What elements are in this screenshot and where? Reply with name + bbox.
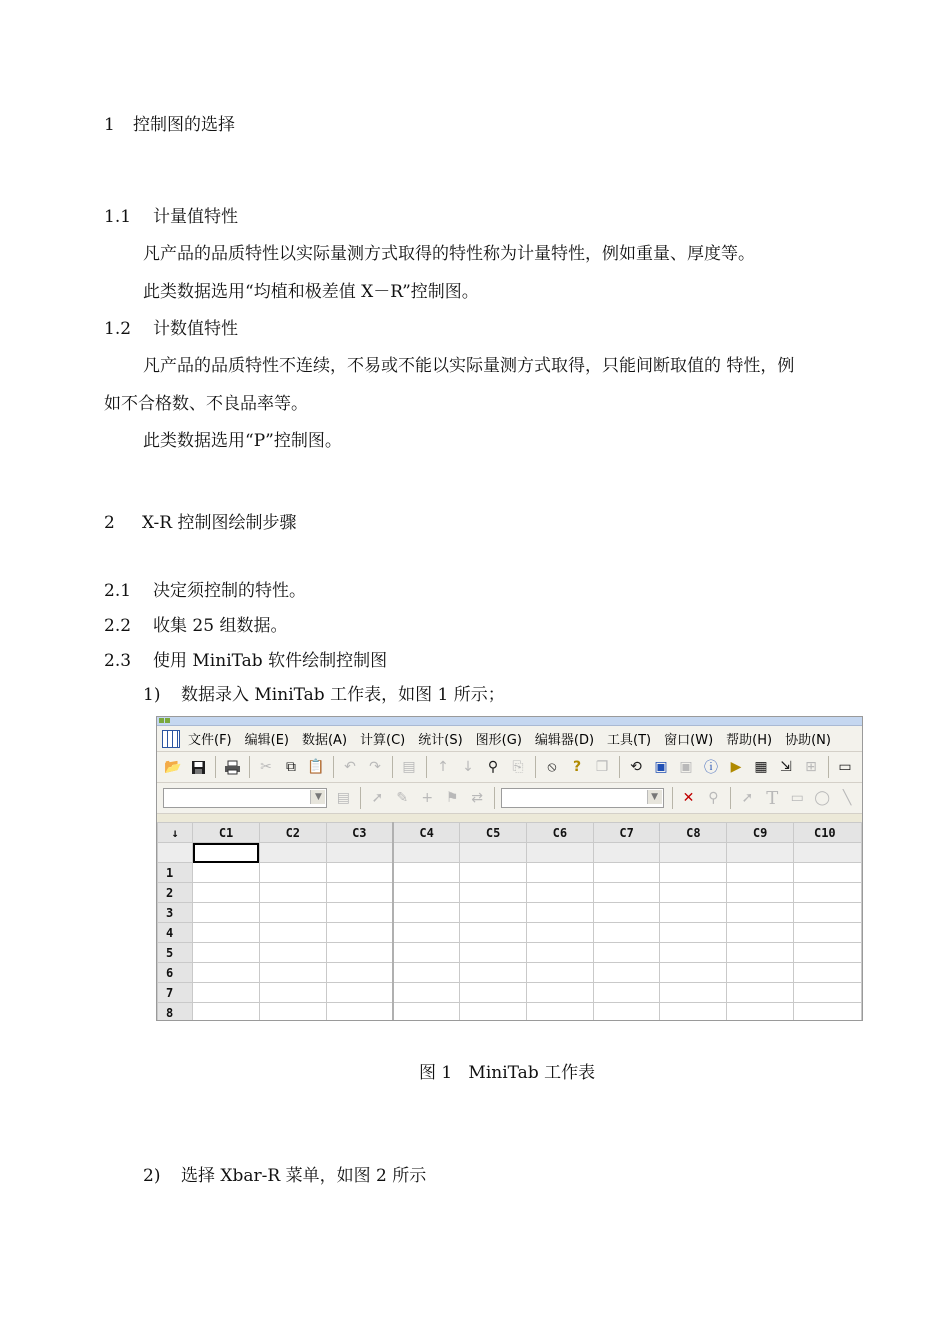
toolbar-separator [333, 756, 334, 778]
menu-help[interactable]: 帮助(H) [726, 733, 773, 748]
step-number: 2.3 [104, 651, 132, 671]
cell[interactable] [460, 923, 527, 943]
cell[interactable] [326, 983, 393, 1003]
row-header[interactable]: 5 [158, 943, 193, 963]
cell[interactable] [727, 883, 794, 903]
cell[interactable] [460, 863, 527, 883]
column-header[interactable]: C10 [793, 823, 861, 843]
cell[interactable] [660, 923, 727, 943]
cell[interactable] [526, 963, 593, 983]
row-header[interactable]: 7 [158, 983, 193, 1003]
toolbar-separator [426, 756, 427, 778]
cell[interactable] [727, 963, 794, 983]
project-manager-icon[interactable]: ▭ [838, 759, 852, 775]
paste-icon[interactable]: 📋 [307, 759, 325, 775]
cell[interactable] [393, 983, 460, 1003]
cell[interactable] [727, 863, 794, 883]
copy-icon[interactable]: ⧉ [286, 759, 296, 775]
substep-text: 选择 Xbar-R 菜单，如图 2 所示 [181, 1166, 427, 1186]
cell[interactable] [727, 983, 794, 1003]
cell[interactable] [259, 863, 326, 883]
chevron-down-icon: ▼ [310, 790, 325, 804]
window-gray-icon[interactable]: ▣ [679, 759, 693, 775]
cell[interactable] [793, 983, 861, 1003]
column-header[interactable]: C9 [727, 823, 794, 843]
binoculars-icon[interactable]: ⚲ [487, 759, 499, 775]
select-arrow-icon[interactable]: ➚ [741, 790, 754, 806]
toolbar-separator [215, 756, 216, 778]
substep-number: 2) [143, 1166, 161, 1186]
save-icon[interactable] [188, 757, 208, 777]
column-selector-dropdown[interactable] [163, 788, 327, 808]
substep-2 [143, 1165, 426, 1187]
chevron-down-icon: ▼ [647, 790, 662, 804]
cell[interactable] [193, 1003, 260, 1022]
brush-icon[interactable]: ✎ [396, 790, 409, 806]
cancel-icon[interactable]: ⦸ [547, 759, 557, 775]
cell[interactable] [326, 863, 393, 883]
toolbar-separator [249, 756, 250, 778]
heading-text: 控制图的选择 [133, 115, 235, 135]
cell[interactable] [727, 923, 794, 943]
paragraph-4: 此类数据选用“P”控制图。 [143, 431, 342, 451]
secondary-toolbar [157, 783, 862, 814]
toolbar-separator [672, 787, 673, 809]
column-header[interactable]: C1 [193, 823, 260, 843]
cell[interactable] [593, 983, 660, 1003]
cell[interactable] [460, 903, 527, 923]
step-text: 收集 25 组数据。 [153, 616, 288, 636]
column-name-cell[interactable] [326, 843, 393, 863]
cell[interactable] [526, 923, 593, 943]
heading-number: 1 [104, 115, 115, 135]
table-row [158, 883, 862, 903]
menu-edit[interactable]: 编辑(E) [244, 733, 289, 748]
cell[interactable] [326, 943, 393, 963]
cut-icon[interactable]: ✂ [260, 759, 272, 775]
paragraph-1: 凡产品的品质特性以实际量测方式取得的特性称为计量特性，例如重量、厚度等。 [143, 244, 755, 264]
step-number: 2.2 [104, 616, 132, 636]
cell[interactable] [593, 903, 660, 923]
cell[interactable] [593, 963, 660, 983]
flag-icon[interactable]: ⚑ [445, 790, 459, 806]
table-row [158, 963, 862, 983]
report-icon[interactable]: ▦ [754, 759, 768, 775]
cell[interactable] [460, 1003, 527, 1022]
cell[interactable] [193, 923, 260, 943]
row-header[interactable]: 1 [158, 863, 193, 883]
replace-icon[interactable]: ⎘ [512, 759, 524, 775]
print-icon[interactable] [222, 757, 242, 777]
column-header[interactable]: C3 [326, 823, 393, 843]
table-row [158, 983, 862, 1003]
cell[interactable] [793, 1003, 861, 1022]
cell[interactable] [326, 963, 393, 983]
cell[interactable] [660, 943, 727, 963]
menu-tools[interactable]: 工具(T) [607, 733, 652, 748]
paragraph-3-line-1: 凡产品的品质特性不连续，不易或不能以实际量测方式取得，只能间断取值的 特性，例 [143, 356, 795, 376]
cell[interactable] [660, 963, 727, 983]
cell[interactable] [193, 983, 260, 1003]
step-2-1 [104, 580, 306, 602]
row-header [158, 843, 193, 863]
cell[interactable] [193, 903, 260, 923]
worksheet-grid [157, 822, 862, 1021]
paragraph-3-line-2: 如不合格数、不良品率等。 [104, 394, 308, 414]
redo-icon[interactable]: ↷ [369, 759, 381, 775]
column-name-cell[interactable] [393, 843, 460, 863]
heading-text: X-R 控制图绘制步骤 [142, 513, 297, 533]
table-row [158, 903, 862, 923]
substep-number: 1) [143, 685, 161, 705]
row-header[interactable]: 8 [158, 1003, 193, 1022]
step-text: 决定须控制的特性。 [153, 581, 306, 601]
zoom-icon[interactable]: ⚲ [708, 790, 719, 806]
cell[interactable] [193, 863, 260, 883]
toolbar-separator [730, 787, 731, 809]
cell[interactable] [793, 963, 861, 983]
table-row [158, 1003, 862, 1022]
cell[interactable] [393, 943, 460, 963]
minitab-screenshot [156, 716, 863, 1021]
menu-calc[interactable]: 计算(C) [360, 733, 406, 748]
menu-file[interactable]: 文件(F) [188, 733, 232, 748]
table-row [158, 923, 862, 943]
menu-graph[interactable]: 图形(G) [475, 733, 522, 748]
cell[interactable] [393, 883, 460, 903]
help-icon[interactable]: ? [572, 759, 582, 775]
cell[interactable] [259, 943, 326, 963]
crosshair-icon[interactable]: + [421, 790, 434, 806]
edit-properties-icon[interactable]: ▤ [336, 790, 351, 806]
cell[interactable] [593, 923, 660, 943]
heading-number: 1.1 [104, 207, 132, 227]
heading-2 [104, 512, 296, 534]
heading-number: 1.2 [104, 319, 132, 339]
step-2-2 [104, 615, 287, 637]
cell[interactable] [193, 963, 260, 983]
cell[interactable] [193, 943, 260, 963]
row-header[interactable]: 3 [158, 903, 193, 923]
cell[interactable] [460, 983, 527, 1003]
step-text: 使用 MiniTab 软件绘制控制图 [153, 651, 388, 671]
cell[interactable] [460, 883, 527, 903]
cell[interactable] [793, 883, 861, 903]
worksheet-icon[interactable]: ▤ [402, 759, 416, 775]
cell[interactable] [259, 903, 326, 923]
substep-text: 数据录入 MiniTab 工作表，如图 1 所示； [181, 685, 505, 705]
heading-number: 2 [104, 513, 115, 533]
cell[interactable] [526, 883, 593, 903]
arrow-up-icon[interactable]: ↑ [437, 759, 449, 775]
ellipse-tool-icon[interactable]: ◯ [814, 790, 831, 806]
window-control-icon [159, 718, 164, 723]
text-tool-icon[interactable]: T [766, 787, 779, 809]
cell[interactable] [593, 883, 660, 903]
cell[interactable] [660, 903, 727, 923]
cell[interactable] [793, 943, 861, 963]
delete-x-icon[interactable]: ✕ [682, 790, 695, 806]
cell[interactable] [727, 1003, 794, 1022]
cell[interactable] [660, 863, 727, 883]
heading-1-1 [104, 206, 238, 228]
column-name-cell[interactable] [526, 843, 593, 863]
worksheet-icon [162, 730, 180, 748]
session-icon[interactable]: ⟲ [630, 759, 642, 775]
info-icon[interactable]: ⓘ [704, 760, 718, 776]
cell[interactable] [727, 943, 794, 963]
toolbar-separator [619, 756, 620, 778]
menu-bar [157, 726, 862, 752]
row-header[interactable]: 4 [158, 923, 193, 943]
column-name-cell[interactable] [259, 843, 326, 863]
figure-caption: 图 1 MiniTab 工作表 [419, 1063, 596, 1083]
column-header[interactable]: C6 [526, 823, 593, 843]
window-control-icon [165, 718, 170, 723]
cell[interactable] [593, 863, 660, 883]
cell[interactable] [793, 903, 861, 923]
paragraph-2: 此类数据选用“均植和极差值 X－R”控制图。 [143, 282, 479, 302]
cell[interactable] [660, 883, 727, 903]
step-number: 2.1 [104, 581, 132, 601]
stack-icon[interactable]: ❐ [595, 759, 609, 775]
row-header[interactable]: 2 [158, 883, 193, 903]
rectangle-tool-icon[interactable]: ▭ [790, 790, 804, 806]
cell[interactable] [593, 1003, 660, 1022]
cell[interactable] [460, 943, 527, 963]
column-header-row [158, 823, 862, 843]
cell[interactable] [193, 883, 260, 903]
undo-icon[interactable]: ↶ [344, 759, 356, 775]
step-2-3 [104, 650, 387, 672]
cell[interactable] [259, 1003, 326, 1022]
cell[interactable] [259, 923, 326, 943]
toolbar-separator [360, 787, 361, 809]
row-header[interactable]: 6 [158, 963, 193, 983]
cell[interactable] [793, 863, 861, 883]
cell[interactable] [526, 1003, 593, 1022]
cell[interactable] [526, 943, 593, 963]
column-name-cell-selected[interactable] [193, 843, 260, 863]
cell[interactable] [526, 983, 593, 1003]
pointer-icon[interactable]: ➚ [371, 790, 384, 806]
column-name-cell[interactable] [727, 843, 794, 863]
toolbar-separator [535, 756, 536, 778]
column-name-cell[interactable] [460, 843, 527, 863]
cell[interactable] [526, 863, 593, 883]
menu-stat[interactable]: 统计(S) [418, 733, 463, 748]
cell[interactable] [593, 943, 660, 963]
cell[interactable] [259, 983, 326, 1003]
standard-toolbar [157, 752, 862, 783]
column-header[interactable]: C4 [393, 823, 460, 843]
open-folder-icon[interactable]: 📂 [164, 759, 182, 775]
column-header[interactable]: C8 [660, 823, 727, 843]
column-name-cell[interactable] [660, 843, 727, 863]
cell[interactable] [660, 1003, 727, 1022]
toolbar-separator [828, 756, 829, 778]
heading-1 [104, 114, 235, 136]
menu-assistant[interactable]: 协助(N) [785, 733, 831, 748]
column-header[interactable]: C7 [593, 823, 660, 843]
toolbar-separator [494, 787, 495, 809]
layout-icon[interactable]: ⊞ [805, 759, 817, 775]
cell[interactable] [259, 883, 326, 903]
column-name-cell[interactable] [593, 843, 660, 863]
substep-1 [143, 684, 505, 706]
history-icon[interactable]: ▶ [730, 759, 742, 775]
cell[interactable] [660, 983, 727, 1003]
column-name-cell[interactable] [793, 843, 861, 863]
toolbar-separator [392, 756, 393, 778]
graph-selector-dropdown[interactable] [501, 788, 663, 808]
swap-icon[interactable]: ⇄ [471, 790, 483, 806]
heading-1-2 [104, 318, 238, 340]
corner-cell[interactable]: ↓ [158, 823, 193, 843]
menu-window[interactable]: 窗口(W) [664, 733, 714, 748]
cell[interactable] [793, 923, 861, 943]
table-row [158, 943, 862, 963]
window-title-bar [157, 717, 862, 726]
heading-text: 计数值特性 [153, 319, 238, 339]
menu-data[interactable]: 数据(A) [301, 733, 348, 748]
cell[interactable] [393, 963, 460, 983]
cell[interactable] [326, 903, 393, 923]
cell[interactable] [393, 923, 460, 943]
cell[interactable] [526, 903, 593, 923]
cell[interactable] [727, 903, 794, 923]
window-blue-icon[interactable]: ▣ [654, 759, 668, 775]
column-header[interactable]: C2 [259, 823, 326, 843]
column-name-row [158, 843, 862, 863]
cell[interactable] [393, 1003, 460, 1022]
cell[interactable] [326, 923, 393, 943]
cell[interactable] [259, 963, 326, 983]
heading-text: 计量值特性 [153, 207, 238, 227]
cell[interactable] [393, 863, 460, 883]
cell[interactable] [393, 903, 460, 923]
table-row [158, 863, 862, 883]
append-icon[interactable]: ⇲ [780, 759, 792, 775]
arrow-down-icon[interactable]: ↓ [462, 759, 474, 775]
cell[interactable] [460, 963, 527, 983]
cell[interactable] [326, 1003, 393, 1022]
cell[interactable] [326, 883, 393, 903]
column-header[interactable]: C5 [460, 823, 527, 843]
menu-editor[interactable]: 编辑器(D) [534, 733, 595, 748]
line-tool-icon[interactable]: ╲ [842, 790, 852, 806]
